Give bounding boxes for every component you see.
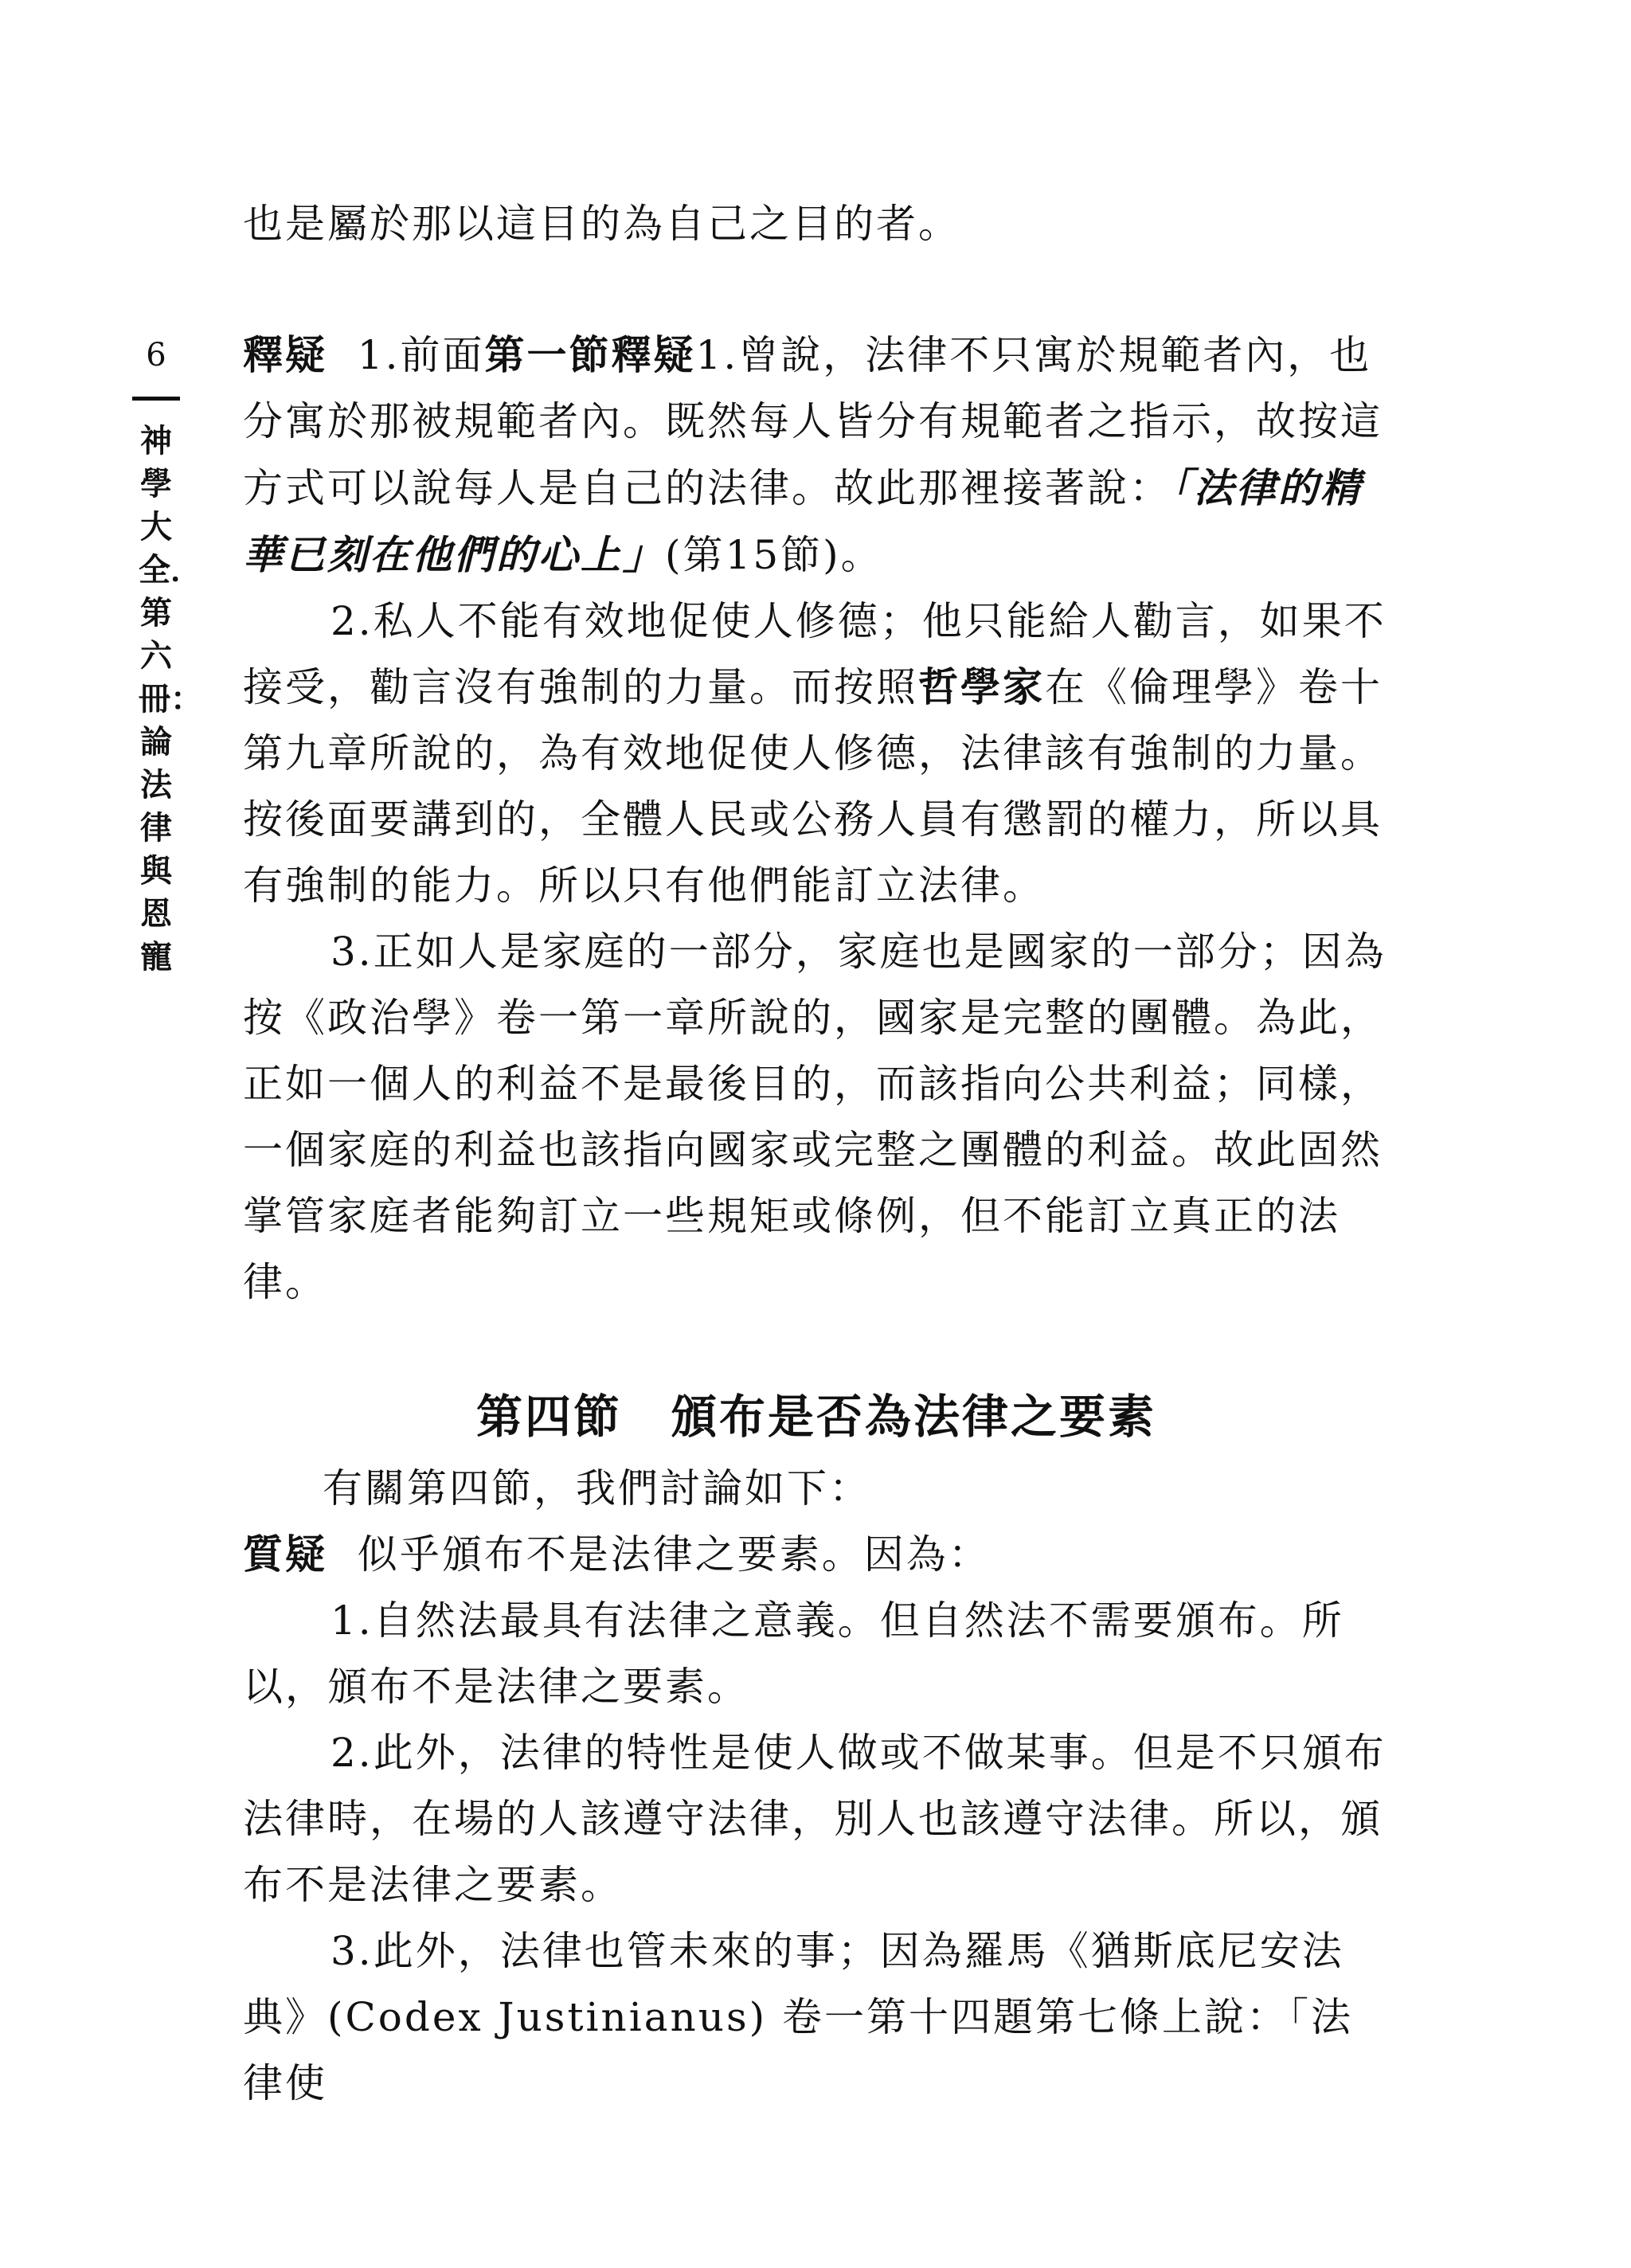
section-intro: 有關第四節，我們討論如下： [323,1465,871,1511]
objection-3: 3.此外，法律也管未來的事；因為羅馬《猶斯底尼安法典》(Codex Justinianus) 卷一第十四題第七條上說：「法律使 [243,1928,1354,2106]
reply-1-reference: 第一節釋疑 [484,332,696,378]
reply-label: 釋疑 [243,332,327,378]
objection-1: 1.自然法最具有法律之意義。但自然法不需要頒布。所以，頒布不是法律之要素。 [243,1597,1344,1710]
objection-label: 質疑 [243,1531,327,1578]
objection-intro: 似乎頒布不是法律之要素。因為： [357,1531,991,1578]
reply-1-quote: 「法律的精華已刻在他們的心上」 [243,464,1363,578]
reply-2-text-a: 2.私人不能有效地促使人修德；他只能給人勸言，如果不接受，勸言沒有強制的力量。而按照 [243,598,1387,710]
reply-1-text-c: (第15節)。 [665,532,883,578]
reply-1-text-b: 1.曾說，法律不只寓於規範者內，也分寓於那被規範者內。既然每人皆分有規範者之指示，故按這方式可以說每人是自己的法律。故此那裡接著說： [243,332,1383,511]
reply-2-term: 哲學家 [918,664,1045,710]
margin-rule [132,397,180,401]
page-number: 6 [146,337,166,373]
reply-2-text-b: 在《倫理學》卷十第九章所說的，為有效地促使人修德，法律該有強制的力量。按後面要講到的，全體人民或公務人員有懲罰的權力，所以具有強制的能力。所以只有他們能訂立法律。 [243,664,1383,909]
reply-3: 3.正如人是家庭的一部分，家庭也是國家的一部分；因為按《政治學》卷一第一章所說的，國家是完整的團體。為此，正如一個人的利益不是最後目的，而該指向公共利益；同樣，一個家庭的利益也該指向國家或完整之團體的利益。故此固然掌管家庭者能夠訂立一些規矩或條例，但不能訂立真正的法律。 [243,929,1387,1305]
running-head: 神學大全．第六冊：論法律與恩寵 [139,423,202,976]
reply-1 [243,323,1390,589]
page-content [243,191,1390,2117]
page-margin [127,334,202,979]
section-heading: 第四節 頒布是否為法律之要素 [475,1390,1156,1444]
objection-2: 2.此外，法律的特性是使人做或不做某事。但是不只頒布法律時，在場的人該遵守法律，別人也該遵守法律。所以，頒布不是法律之要素。 [243,1730,1387,1908]
reply-1-text-a: 1.前面 [357,332,485,378]
text-line-top: 也是屬於那以這目的為自己之目的者。 [243,201,960,247]
spacer [243,1316,1390,1381]
reply-2 [243,589,1390,919]
spacer [243,257,1390,323]
objection-intro-line [243,1522,1390,1588]
